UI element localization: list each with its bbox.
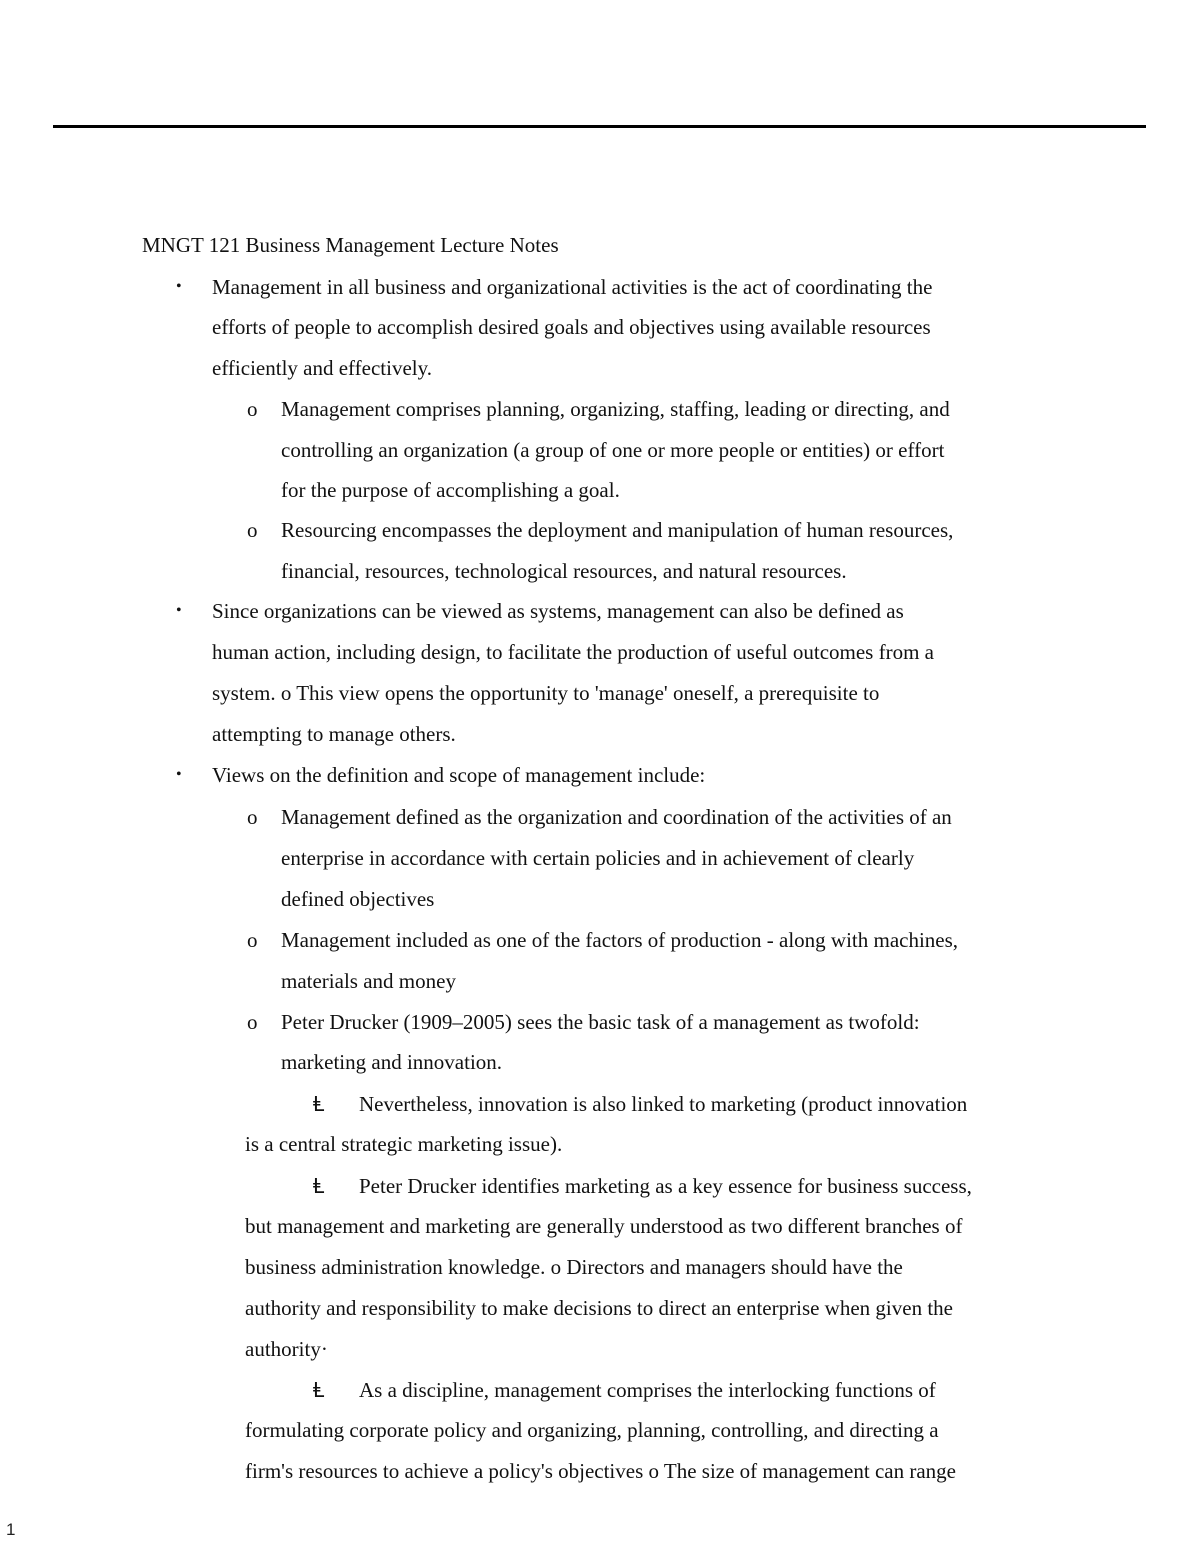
text-line: Views on the definition and scope of management include: bbox=[212, 763, 706, 787]
bullet-marker: • bbox=[176, 278, 182, 295]
text-line: authority and responsibility to make decisions to direct an enterprise when given the bbox=[245, 1296, 953, 1320]
text-line: business administration knowledge. o Directors and managers should have the bbox=[245, 1255, 903, 1279]
bullet-marker: • bbox=[176, 602, 182, 619]
sub-bullet-marker: o bbox=[247, 397, 258, 421]
text-line: system. o This view opens the opportunity to 'manage' oneself, a prerequisite to bbox=[212, 681, 880, 705]
text-line: marketing and innovation. bbox=[281, 1050, 503, 1074]
wingding-marker-icon: Ⱡ bbox=[313, 1092, 325, 1116]
text-line: As a discipline, management comprises the interlocking functions of bbox=[359, 1378, 936, 1402]
text-line: for the purpose of accomplishing a goal. bbox=[281, 478, 620, 502]
text-line: Peter Drucker (1909–2005) sees the basic task of a management as twofold: bbox=[281, 1010, 920, 1034]
text-line: efficiently and effectively. bbox=[212, 356, 433, 380]
text-line: Since organizations can be viewed as systems, management can also be defined as bbox=[212, 599, 904, 623]
sub-bullet-marker: o bbox=[247, 518, 258, 542]
text-line: defined objectives bbox=[281, 887, 435, 911]
text-line: human action, including design, to facilitate the production of useful outcomes from a bbox=[212, 640, 934, 664]
text-line: Management defined as the organization and coordination of the activities of an bbox=[281, 805, 952, 829]
wingding-marker-icon: Ⱡ bbox=[313, 1174, 325, 1198]
text-line: Management comprises planning, organizing, staffing, leading or directing, and bbox=[281, 397, 950, 421]
text-line: efforts of people to accomplish desired goals and objectives using available resources bbox=[212, 315, 931, 339]
wingding-marker-icon: Ⱡ bbox=[313, 1378, 325, 1402]
sub-bullet-marker: o bbox=[247, 1010, 258, 1034]
text-line: attempting to manage others. bbox=[212, 722, 456, 746]
text-line: controlling an organization (a group of one or more people or entities) or effort bbox=[281, 438, 945, 462]
text-line: Peter Drucker identifies marketing as a key essence for business success, bbox=[359, 1174, 972, 1198]
text-line: Management in all business and organizational activities is the act of coordinating the bbox=[212, 275, 933, 299]
text-line: authority· bbox=[245, 1337, 328, 1361]
document-title: MNGT 121 Business Management Lecture Notes bbox=[142, 233, 559, 257]
text-line: Management included as one of the factors of production - along with machines, bbox=[281, 928, 959, 952]
bullet-marker: • bbox=[176, 766, 182, 783]
text-line: but management and marketing are generally understood as two different branches of bbox=[245, 1214, 963, 1238]
text-line: formulating corporate policy and organizing, planning, controlling, and directing a bbox=[245, 1418, 939, 1442]
sub-bullet-marker: o bbox=[247, 928, 258, 952]
text-line: materials and money bbox=[281, 969, 456, 993]
text-line: is a central strategic marketing issue). bbox=[245, 1132, 563, 1156]
text-line: Resourcing encompasses the deployment and manipulation of human resources, bbox=[281, 518, 954, 542]
page-number: 1 bbox=[6, 1520, 16, 1539]
text-line: firm's resources to achieve a policy's objectives o The size of management can range bbox=[245, 1459, 956, 1483]
text-line: Nevertheless, innovation is also linked to marketing (product innovation bbox=[359, 1092, 968, 1116]
sub-bullet-marker: o bbox=[247, 805, 258, 829]
text-line: enterprise in accordance with certain policies and in achievement of clearly bbox=[281, 846, 915, 870]
text-line: financial, resources, technological resources, and natural resources. bbox=[281, 559, 847, 583]
